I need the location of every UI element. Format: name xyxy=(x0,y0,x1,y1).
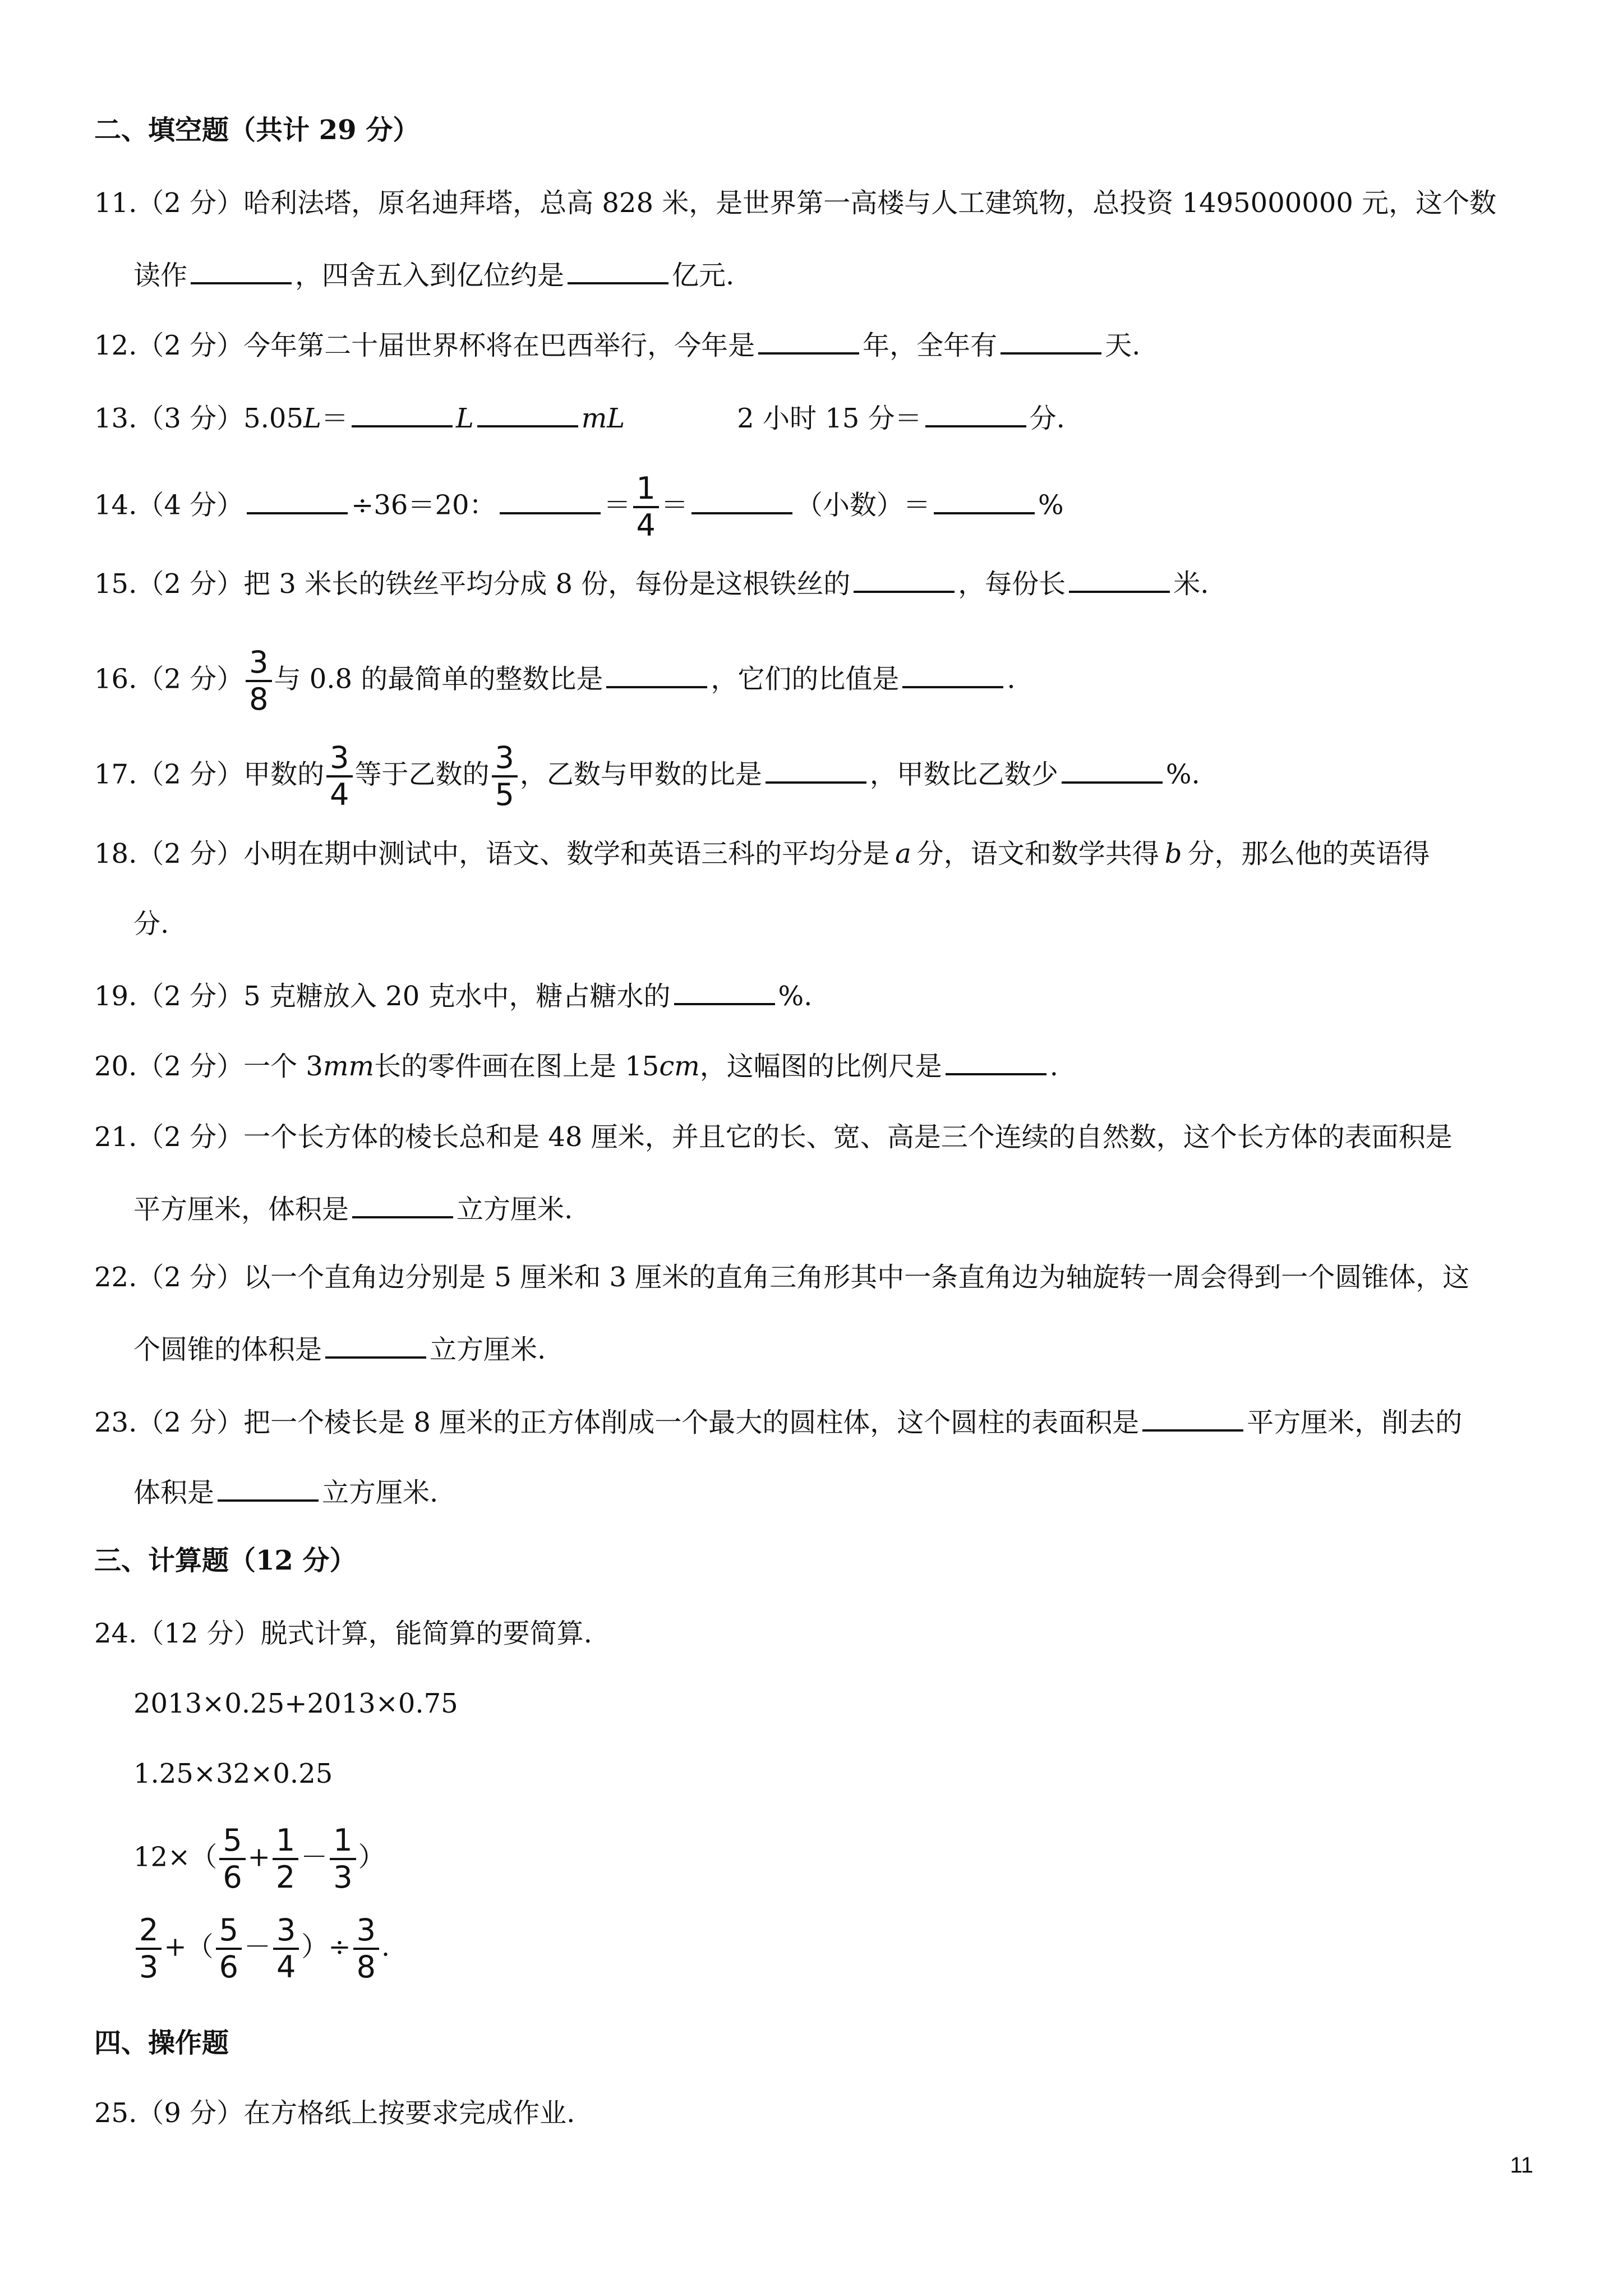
question-15: 15.（2 分）把 3 米长的铁丝平均分成 8 份，每份是这根铁丝的 ，每份长 米. xyxy=(94,564,1209,602)
question-11-line-1: 11.（2 分）哈利法塔，原名迪拜塔，总高 828 米，是世界第一高楼与人工建筑物，总投资 1495000000 元，这个数 xyxy=(94,187,1497,219)
fraction: $\frac{5}{6}$ xyxy=(219,1823,245,1895)
answer-blank[interactable] xyxy=(766,754,866,784)
fraction: $\frac{1}{3}$ xyxy=(330,1823,356,1895)
fraction: $\frac{3}{8}$ xyxy=(353,1913,379,1985)
fraction: $\frac{1}{4}$ xyxy=(633,471,659,543)
answer-blank[interactable] xyxy=(1000,325,1101,355)
question-13: 13.（3 分）5.05L＝ L mL 2 小时 15 分＝ 分. xyxy=(94,398,1065,436)
question-18-line-2: 分. xyxy=(133,908,169,940)
answer-blank[interactable] xyxy=(325,1329,426,1359)
answer-blank[interactable] xyxy=(1069,564,1170,593)
fraction: $\frac{2}{3}$ xyxy=(136,1913,162,1985)
answer-blank[interactable] xyxy=(191,255,292,284)
answer-blank[interactable] xyxy=(352,1189,453,1218)
answer-blank[interactable] xyxy=(691,485,792,514)
expression-1: 2013×0.25+2013×0.75 xyxy=(133,1688,458,1719)
section-heading-operation: 四、操作题 xyxy=(94,2027,229,2059)
answer-blank[interactable] xyxy=(247,485,348,514)
fraction: $\frac{3}{4}$ xyxy=(326,740,352,812)
answer-blank[interactable] xyxy=(606,659,707,688)
page-number: 11 xyxy=(1510,2153,1533,2178)
question-12: 12.（2 分）今年第二十届世界杯将在巴西举行，今年是 年，全年有 天. xyxy=(94,325,1140,364)
answer-blank[interactable] xyxy=(500,485,601,514)
question-11-line-2: 读作 ，四舍五入到亿位约是 亿元. xyxy=(133,255,734,293)
answer-blank[interactable] xyxy=(854,564,955,593)
question-19: 19.（2 分）5 克糖放入 20 克水中，糖占糖水的 %. xyxy=(94,976,812,1014)
question-25: 25.（9 分）在方格纸上按要求完成作业. xyxy=(94,2097,575,2129)
answer-blank[interactable] xyxy=(477,398,578,427)
answer-blank[interactable] xyxy=(902,659,1003,688)
answer-blank[interactable] xyxy=(946,1046,1046,1075)
fraction: $\frac{3}{5}$ xyxy=(492,740,518,812)
question-14: 14.（4 分） ÷36＝20： ＝ $\frac{1}{4}$ ＝ （小数）＝ % xyxy=(94,471,1064,543)
expression-4: $\frac{2}{3}$ +（ $\frac{5}{6}$ － $\frac{3}{4}$ ）÷ $\frac{3}{8}$ . xyxy=(133,1913,390,1985)
expression-3: 12×（ $\frac{5}{6}$ + $\frac{1}{2}$ － $\frac{1}{3}$ ） xyxy=(133,1823,385,1895)
question-18-line-1: 18.（2 分）小明在期中测试中，语文、数学和英语三科的平均分是 a 分，语文和数学共得 b 分，那么他的英语得 xyxy=(94,838,1430,869)
fraction: $\frac{5}{6}$ xyxy=(216,1913,242,1985)
answer-blank[interactable] xyxy=(674,976,775,1005)
question-22-line-1: 22.（2 分）以一个直角边分别是 5 厘米和 3 厘米的直角三角形其中一条直角边为轴旋转一周会得到一个圆锥体，这 xyxy=(94,1262,1470,1293)
fraction: $\frac{1}{2}$ xyxy=(273,1823,298,1895)
section-heading-calculation: 三、计算题（12 分） xyxy=(94,1545,357,1576)
question-23-line-2: 体积是 立方厘米. xyxy=(133,1473,438,1511)
expression-2: 1.25×32×0.25 xyxy=(133,1758,333,1789)
answer-blank[interactable] xyxy=(568,255,668,284)
question-16: 16.（2 分） $\frac{3}{8}$ 与 0.8 的最简单的整数比是 ，它们的比值是 . xyxy=(94,645,1016,717)
section-heading-fill-blank: 二、填空题（共计 29 分） xyxy=(94,114,420,146)
answer-blank[interactable] xyxy=(1142,1402,1243,1432)
answer-blank[interactable] xyxy=(1062,754,1163,784)
fraction: $\frac{3}{8}$ xyxy=(246,645,271,717)
question-21-line-1: 21.（2 分）一个长方体的棱长总和是 48 厘米，并且它的长、宽、高是三个连续的自然数，这个长方体的表面积是 xyxy=(94,1121,1453,1153)
question-17: 17.（2 分）甲数的 $\frac{3}{4}$ 等于乙数的 $\frac{3}{5}$ ，乙数与甲数的比是 ，甲数比乙数少 %. xyxy=(94,740,1200,812)
answer-blank[interactable] xyxy=(934,485,1035,514)
fraction: $\frac{3}{4}$ xyxy=(273,1913,299,1985)
question-23-line-1: 23.（2 分）把一个棱长是 8 厘米的正方体削成一个最大的圆柱体，这个圆柱的表面积是 平方厘米，削去的 xyxy=(94,1402,1462,1441)
question-24: 24.（12 分）脱式计算，能简算的要简算. xyxy=(94,1618,592,1649)
answer-blank[interactable] xyxy=(352,398,453,427)
answer-blank[interactable] xyxy=(925,398,1026,427)
question-21-line-2: 平方厘米，体积是 立方厘米. xyxy=(133,1189,573,1227)
question-22-line-2: 个圆锥的体积是 立方厘米. xyxy=(133,1329,546,1368)
answer-blank[interactable] xyxy=(758,325,859,355)
question-20: 20.（2 分）一个 3mm长的零件画在图上是 15cm，这幅图的比例尺是 . xyxy=(94,1046,1058,1084)
answer-blank[interactable] xyxy=(218,1473,319,1502)
